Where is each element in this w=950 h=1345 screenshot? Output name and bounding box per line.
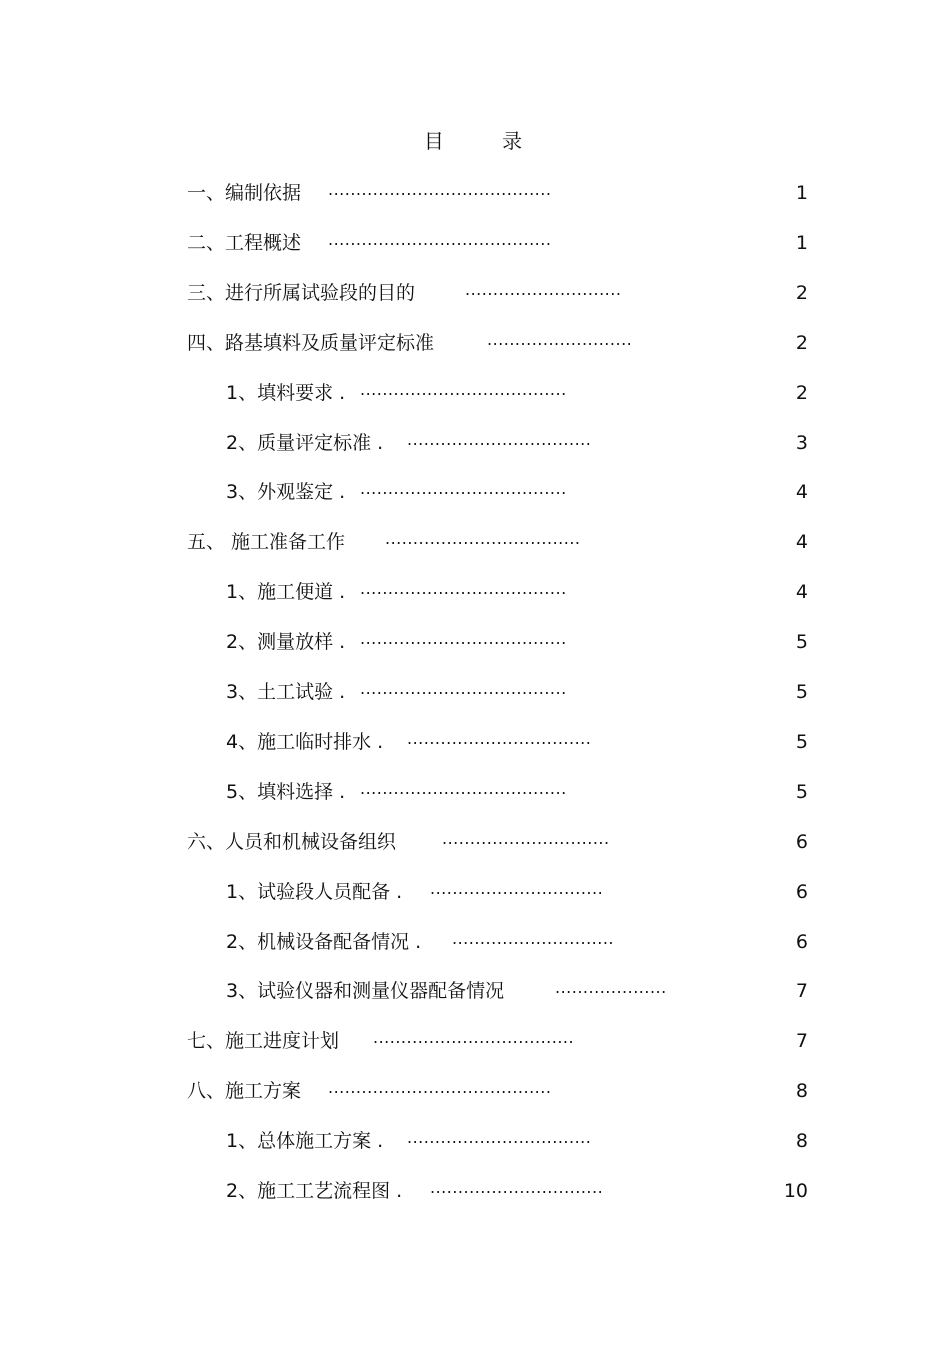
toc-entry	[187, 827, 812, 857]
toc-entry	[226, 976, 812, 1006]
toc-entry-label: 二、工程概述	[187, 232, 302, 254]
toc-page-number: 1	[795, 232, 808, 254]
toc-entry	[187, 1076, 812, 1106]
toc-dot-leader: ............................	[465, 280, 622, 299]
toc-dot-leader: .....................................	[360, 579, 567, 598]
toc-dot-leader: .....................................	[360, 380, 567, 399]
toc-entry-label: 3、试验仪器和测量仪器配备情况	[226, 980, 505, 1002]
toc-entry-label: 1、填料要求 .	[226, 382, 346, 404]
toc-entry-label: 1、总体施工方案 .	[226, 1130, 384, 1152]
toc-dot-leader: .....................................	[360, 679, 567, 698]
toc-entry	[226, 378, 812, 408]
toc-dot-leader: ..............................	[442, 829, 610, 848]
toc-entry-label: 1、试验段人员配备 .	[226, 881, 403, 903]
toc-dot-leader: ....................................	[373, 1028, 575, 1047]
toc-page-number: 8	[795, 1080, 808, 1102]
toc-entry-label: 3、外观鉴定 .	[226, 481, 346, 503]
toc-entry	[226, 428, 812, 458]
toc-entry	[226, 1126, 812, 1156]
toc-dot-leader: .....................................	[360, 479, 567, 498]
toc-page-number: 6	[795, 881, 808, 903]
toc-page-number: 5	[795, 781, 808, 803]
toc-dot-leader: .....................................	[360, 779, 567, 798]
toc-entry	[226, 577, 812, 607]
toc-dot-leader: .............................	[452, 929, 614, 948]
toc-dot-leader: ...............................	[430, 1178, 604, 1197]
toc-entry	[226, 877, 812, 907]
toc-entry-label: 1、施工便道 .	[226, 581, 346, 603]
toc-entry	[226, 927, 812, 957]
toc-entry	[226, 677, 812, 707]
toc-page-number: 5	[795, 731, 808, 753]
toc-dot-leader: .................................	[407, 1128, 592, 1147]
toc-page-number: 10	[783, 1180, 808, 1202]
toc-page-number: 8	[795, 1130, 808, 1152]
toc-dot-leader: .................................	[407, 430, 592, 449]
toc-entry	[226, 627, 812, 657]
toc-entry-label: 四、路基填料及质量评定标准	[187, 332, 435, 354]
toc-page-number: 4	[795, 481, 808, 503]
toc-entry-label: 5、填料选择 .	[226, 781, 346, 803]
toc-page-number: 5	[795, 631, 808, 653]
toc-dot-leader: .................................	[407, 729, 592, 748]
toc-entry-label: 4、施工临时排水 .	[226, 731, 384, 753]
toc-entry-label: 七、施工进度计划	[187, 1030, 340, 1052]
toc-page-number: 6	[795, 831, 808, 853]
toc-entry-label: 2、施工工艺流程图 .	[226, 1180, 403, 1202]
toc-page-number: 1	[795, 182, 808, 204]
toc-entry-label: 2、质量评定标准 .	[226, 432, 384, 454]
toc-page-number: 4	[795, 531, 808, 553]
toc-dot-leader: ...................................	[385, 529, 581, 548]
toc-entry-label: 八、施工方案	[187, 1080, 302, 1102]
toc-entry	[187, 228, 812, 258]
toc-entry	[226, 1176, 812, 1206]
toc-page-number: 7	[795, 1030, 808, 1052]
toc-dot-leader: ....................	[555, 978, 667, 997]
toc-entry-label: 五、 施工准备工作	[187, 531, 346, 553]
toc-entry-label: 三、进行所属试验段的目的	[187, 282, 416, 304]
toc-entry-label: 3、土工试验 .	[226, 681, 346, 703]
toc-dot-leader: ...............................	[430, 879, 604, 898]
toc-page-number: 2	[795, 332, 808, 354]
toc-entry	[226, 777, 812, 807]
toc-page-number: 6	[795, 931, 808, 953]
toc-entry-label: 一、编制依据	[187, 182, 302, 204]
toc-entry-label: 2、测量放样 .	[226, 631, 346, 653]
toc-page-number: 3	[795, 432, 808, 454]
toc-dot-leader: ........................................	[328, 180, 552, 199]
toc-entry	[187, 178, 812, 208]
toc-dot-leader: ........................................	[328, 1078, 552, 1097]
toc-page-number: 7	[795, 980, 808, 1002]
toc-page-number: 2	[795, 382, 808, 404]
toc-entry	[187, 527, 812, 557]
toc-entry	[226, 727, 812, 757]
toc-entry-label: 六、人员和机械设备组织	[187, 831, 397, 853]
toc-entry	[187, 278, 812, 308]
toc-dot-leader: ........................................	[328, 230, 552, 249]
toc-title: 目 录	[423, 129, 549, 153]
toc-dot-leader: .....................................	[360, 629, 567, 648]
toc-page-number: 5	[795, 681, 808, 703]
toc-entry	[187, 328, 812, 358]
toc-entry	[187, 1026, 812, 1056]
toc-entry-label: 2、机械设备配备情况 .	[226, 931, 422, 953]
toc-page-number: 4	[795, 581, 808, 603]
toc-entry	[226, 477, 812, 507]
toc-dot-leader: ..........................	[487, 330, 633, 349]
toc-page-number: 2	[795, 282, 808, 304]
